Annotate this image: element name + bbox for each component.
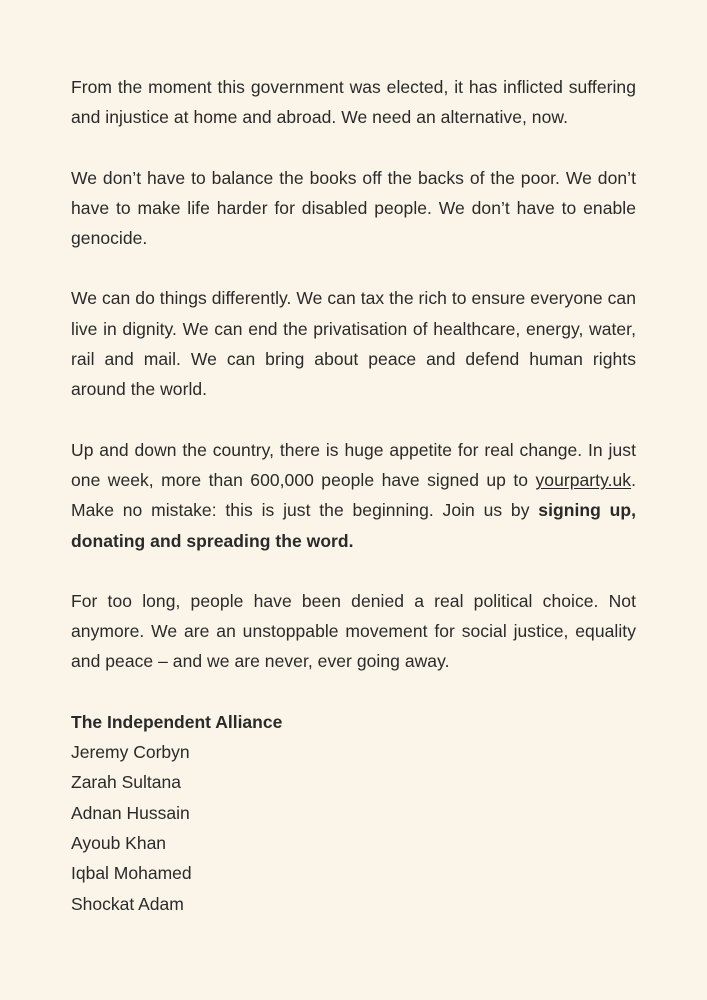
call-to-action: signing up, donating and spreading the word. [71,500,636,551]
signatory-name: Adnan Hussain [71,802,190,823]
paragraph-4-text: Up and down the country, there is huge appetite for real change. In just one week, more than 600,000 people have signed up to [71,439,636,490]
paragraph-1: From the moment this government was elected, it has inflicted suffering and injustice at home and abroad. We need an alternative, now. [71,77,636,128]
signatories-block [71,707,636,919]
paragraph-4 [71,435,636,556]
signatory-name: Zarah Sultana [71,772,181,793]
signatory-name: Iqbal Mohamed [71,863,192,884]
signatory-name: Jeremy Corbyn [71,742,190,763]
letter-body [71,72,636,919]
signatory-name: Shockat Adam [71,893,184,914]
paragraph-2: We don’t have to balance the books off the backs of the poor. We don’t have to make life harder for disabled people. We don’t have to enable genocide. [71,167,636,249]
paragraph-4-text-cont: . Make no mistake: this is just the beginning. Join us by [71,469,636,521]
paragraph-5: For too long, people have been denied a real political choice. Not anymore. We are an unstoppable movement for social justice, equality and peace – and we are never, ever going away. [71,590,636,672]
paragraph-3: We can do things differently. We can tax the rich to ensure everyone can live in dignity. We can end the privatisation of healthcare, energy, water, rail and mail. We can bring about peace and defend human rights around the world. [71,288,636,400]
signatories-title: The Independent Alliance [71,711,283,732]
yourparty-link[interactable]: yourparty.uk [535,469,632,490]
signatory-name: Ayoub Khan [71,832,167,853]
